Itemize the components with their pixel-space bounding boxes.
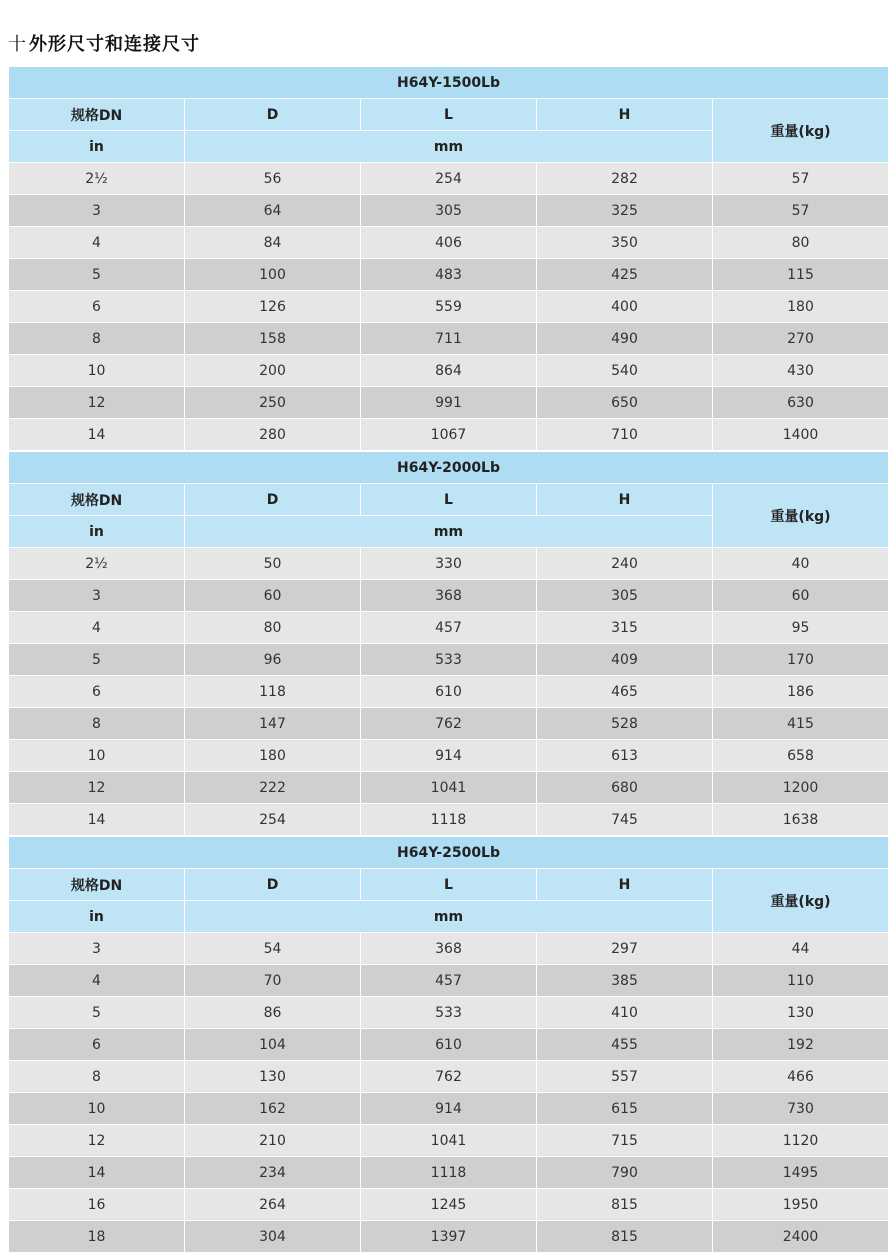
cell-dn: 2½ <box>9 548 185 580</box>
table-row <box>9 195 889 227</box>
cell-h: 540 <box>537 355 713 387</box>
table-row <box>9 933 889 965</box>
page-heading <box>8 30 200 56</box>
table-row <box>9 1093 889 1125</box>
cell-w: 110 <box>713 965 889 997</box>
header-l: L <box>361 869 537 901</box>
cell-h: 315 <box>537 612 713 644</box>
cell-dn: 12 <box>9 772 185 804</box>
cell-h: 650 <box>537 387 713 419</box>
cell-dn: 4 <box>9 227 185 259</box>
cell-h: 305 <box>537 580 713 612</box>
cell-l: 762 <box>361 708 537 740</box>
cell-d: 162 <box>185 1093 361 1125</box>
cell-dn: 8 <box>9 323 185 355</box>
cell-w: 2400 <box>713 1221 889 1253</box>
table-row <box>9 291 889 323</box>
cell-d: 280 <box>185 419 361 451</box>
cell-dn: 10 <box>9 740 185 772</box>
dimension-tables <box>8 66 888 1253</box>
header-l: L <box>361 99 537 131</box>
cell-d: 180 <box>185 740 361 772</box>
cell-dn: 4 <box>9 965 185 997</box>
cell-d: 70 <box>185 965 361 997</box>
cell-h: 680 <box>537 772 713 804</box>
cell-h: 297 <box>537 933 713 965</box>
plus-icon: 十 <box>8 34 27 55</box>
table-row <box>9 612 889 644</box>
header-weight: 重量(kg) <box>713 99 889 163</box>
cell-l: 457 <box>361 965 537 997</box>
cell-l: 483 <box>361 259 537 291</box>
cell-l: 762 <box>361 1061 537 1093</box>
cell-w: 1495 <box>713 1157 889 1189</box>
cell-d: 200 <box>185 355 361 387</box>
cell-d: 158 <box>185 323 361 355</box>
cell-dn: 10 <box>9 1093 185 1125</box>
table-row <box>9 1221 889 1253</box>
cell-l: 1118 <box>361 804 537 836</box>
cell-d: 80 <box>185 612 361 644</box>
table-row <box>9 355 889 387</box>
cell-d: 104 <box>185 1029 361 1061</box>
header-row <box>9 99 889 131</box>
cell-dn: 6 <box>9 291 185 323</box>
cell-l: 610 <box>361 1029 537 1061</box>
table-row <box>9 804 889 836</box>
cell-w: 40 <box>713 548 889 580</box>
cell-d: 264 <box>185 1189 361 1221</box>
table-row <box>9 163 889 195</box>
cell-h: 400 <box>537 291 713 323</box>
cell-w: 1200 <box>713 772 889 804</box>
cell-l: 533 <box>361 997 537 1029</box>
cell-l: 991 <box>361 387 537 419</box>
cell-w: 170 <box>713 644 889 676</box>
cell-dn: 3 <box>9 580 185 612</box>
cell-w: 415 <box>713 708 889 740</box>
cell-l: 610 <box>361 676 537 708</box>
cell-l: 368 <box>361 933 537 965</box>
cell-w: 630 <box>713 387 889 419</box>
cell-h: 557 <box>537 1061 713 1093</box>
cell-l: 1067 <box>361 419 537 451</box>
cell-w: 60 <box>713 580 889 612</box>
cell-h: 410 <box>537 997 713 1029</box>
cell-d: 118 <box>185 676 361 708</box>
table-row <box>9 997 889 1029</box>
cell-h: 385 <box>537 965 713 997</box>
cell-d: 100 <box>185 259 361 291</box>
cell-h: 325 <box>537 195 713 227</box>
cell-w: 192 <box>713 1029 889 1061</box>
cell-w: 730 <box>713 1093 889 1125</box>
cell-w: 57 <box>713 195 889 227</box>
table-row <box>9 580 889 612</box>
table-row <box>9 676 889 708</box>
table-row <box>9 1061 889 1093</box>
cell-w: 1638 <box>713 804 889 836</box>
page-heading-text: 外形尺寸和连接尺寸 <box>29 34 200 55</box>
cell-w: 130 <box>713 997 889 1029</box>
unit-in: in <box>9 516 185 548</box>
cell-h: 745 <box>537 804 713 836</box>
cell-w: 57 <box>713 163 889 195</box>
cell-d: 96 <box>185 644 361 676</box>
cell-dn: 18 <box>9 1221 185 1253</box>
cell-l: 914 <box>361 740 537 772</box>
table-row <box>9 387 889 419</box>
cell-dn: 8 <box>9 1061 185 1093</box>
table-row <box>9 1189 889 1221</box>
table-title-row <box>9 837 889 869</box>
dimension-table <box>8 451 889 836</box>
cell-dn: 6 <box>9 676 185 708</box>
table-row <box>9 1125 889 1157</box>
cell-l: 1041 <box>361 1125 537 1157</box>
table-row <box>9 644 889 676</box>
table-row <box>9 772 889 804</box>
cell-dn: 3 <box>9 195 185 227</box>
dimension-table <box>8 836 889 1253</box>
cell-dn: 14 <box>9 1157 185 1189</box>
cell-l: 1041 <box>361 772 537 804</box>
header-dn: 规格DN <box>9 99 185 131</box>
header-h: H <box>537 99 713 131</box>
cell-dn: 4 <box>9 612 185 644</box>
table-row <box>9 548 889 580</box>
table-row <box>9 1157 889 1189</box>
cell-dn: 5 <box>9 997 185 1029</box>
header-l: L <box>361 484 537 516</box>
cell-h: 528 <box>537 708 713 740</box>
cell-dn: 6 <box>9 1029 185 1061</box>
cell-h: 715 <box>537 1125 713 1157</box>
cell-w: 180 <box>713 291 889 323</box>
cell-h: 455 <box>537 1029 713 1061</box>
cell-l: 305 <box>361 195 537 227</box>
cell-w: 1400 <box>713 419 889 451</box>
table-row <box>9 708 889 740</box>
table-title-row <box>9 67 889 99</box>
cell-h: 815 <box>537 1221 713 1253</box>
cell-w: 430 <box>713 355 889 387</box>
cell-h: 613 <box>537 740 713 772</box>
unit-mm: mm <box>185 516 713 548</box>
cell-l: 254 <box>361 163 537 195</box>
cell-d: 304 <box>185 1221 361 1253</box>
unit-mm: mm <box>185 131 713 163</box>
table-title: H64Y-2500Lb <box>9 837 889 869</box>
cell-d: 147 <box>185 708 361 740</box>
cell-w: 1120 <box>713 1125 889 1157</box>
cell-h: 815 <box>537 1189 713 1221</box>
unit-mm: mm <box>185 901 713 933</box>
cell-w: 1950 <box>713 1189 889 1221</box>
unit-in: in <box>9 901 185 933</box>
cell-l: 533 <box>361 644 537 676</box>
cell-d: 84 <box>185 227 361 259</box>
cell-d: 86 <box>185 997 361 1029</box>
cell-h: 710 <box>537 419 713 451</box>
cell-l: 368 <box>361 580 537 612</box>
cell-d: 54 <box>185 933 361 965</box>
cell-dn: 5 <box>9 644 185 676</box>
table-row <box>9 965 889 997</box>
cell-h: 282 <box>537 163 713 195</box>
header-row <box>9 869 889 901</box>
cell-w: 80 <box>713 227 889 259</box>
table-row <box>9 259 889 291</box>
cell-w: 270 <box>713 323 889 355</box>
cell-h: 790 <box>537 1157 713 1189</box>
cell-d: 234 <box>185 1157 361 1189</box>
cell-d: 130 <box>185 1061 361 1093</box>
header-dn: 规格DN <box>9 484 185 516</box>
cell-d: 210 <box>185 1125 361 1157</box>
cell-d: 126 <box>185 291 361 323</box>
cell-l: 1118 <box>361 1157 537 1189</box>
cell-w: 115 <box>713 259 889 291</box>
cell-w: 95 <box>713 612 889 644</box>
header-weight: 重量(kg) <box>713 484 889 548</box>
header-h: H <box>537 869 713 901</box>
header-d: D <box>185 99 361 131</box>
cell-l: 711 <box>361 323 537 355</box>
cell-dn: 14 <box>9 419 185 451</box>
cell-h: 615 <box>537 1093 713 1125</box>
cell-d: 250 <box>185 387 361 419</box>
cell-dn: 8 <box>9 708 185 740</box>
cell-d: 254 <box>185 804 361 836</box>
table-title: H64Y-1500Lb <box>9 67 889 99</box>
cell-l: 1397 <box>361 1221 537 1253</box>
cell-h: 465 <box>537 676 713 708</box>
cell-d: 56 <box>185 163 361 195</box>
header-dn: 规格DN <box>9 869 185 901</box>
table-row <box>9 323 889 355</box>
cell-h: 425 <box>537 259 713 291</box>
table-title: H64Y-2000Lb <box>9 452 889 484</box>
unit-in: in <box>9 131 185 163</box>
header-row <box>9 484 889 516</box>
cell-d: 222 <box>185 772 361 804</box>
cell-l: 559 <box>361 291 537 323</box>
header-weight: 重量(kg) <box>713 869 889 933</box>
cell-dn: 3 <box>9 933 185 965</box>
cell-h: 240 <box>537 548 713 580</box>
cell-l: 864 <box>361 355 537 387</box>
table-title-row <box>9 452 889 484</box>
cell-l: 330 <box>361 548 537 580</box>
cell-dn: 12 <box>9 387 185 419</box>
cell-l: 914 <box>361 1093 537 1125</box>
cell-dn: 5 <box>9 259 185 291</box>
cell-l: 406 <box>361 227 537 259</box>
cell-d: 64 <box>185 195 361 227</box>
cell-d: 60 <box>185 580 361 612</box>
cell-h: 490 <box>537 323 713 355</box>
cell-l: 1245 <box>361 1189 537 1221</box>
cell-h: 409 <box>537 644 713 676</box>
header-d: D <box>185 484 361 516</box>
cell-w: 658 <box>713 740 889 772</box>
cell-w: 186 <box>713 676 889 708</box>
cell-w: 44 <box>713 933 889 965</box>
dimension-table <box>8 66 889 451</box>
cell-w: 466 <box>713 1061 889 1093</box>
cell-h: 350 <box>537 227 713 259</box>
table-row <box>9 419 889 451</box>
cell-dn: 16 <box>9 1189 185 1221</box>
header-h: H <box>537 484 713 516</box>
cell-l: 457 <box>361 612 537 644</box>
table-row <box>9 227 889 259</box>
cell-dn: 14 <box>9 804 185 836</box>
table-row <box>9 740 889 772</box>
table-row <box>9 1029 889 1061</box>
cell-dn: 10 <box>9 355 185 387</box>
header-d: D <box>185 869 361 901</box>
cell-dn: 12 <box>9 1125 185 1157</box>
cell-d: 50 <box>185 548 361 580</box>
cell-dn: 2½ <box>9 163 185 195</box>
